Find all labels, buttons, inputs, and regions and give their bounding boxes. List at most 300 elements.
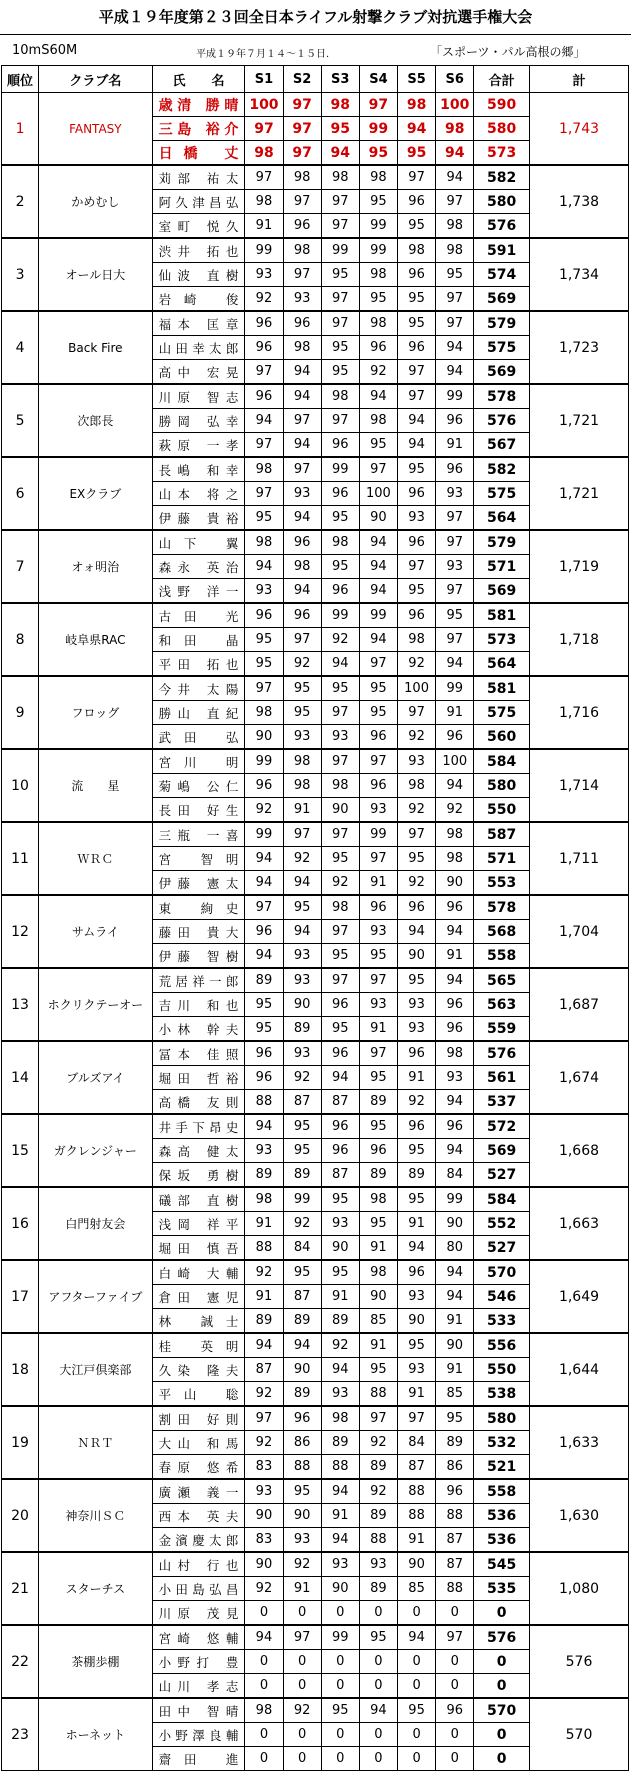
shooter-name-cell: 冨本 佳照	[152, 1041, 245, 1066]
series-score-cell: 97	[321, 701, 359, 725]
shooter-sum-cell: 576	[474, 1041, 530, 1066]
series-score-cell: 97	[436, 628, 474, 652]
shooter-name-cell: 長田 好生	[152, 798, 245, 823]
shooter-sum-cell: 545	[474, 1552, 530, 1577]
club-name-cell: 茶棚歩棚	[39, 1625, 152, 1698]
series-score-cell: 93	[398, 506, 436, 531]
series-score-cell: 85	[359, 1309, 397, 1334]
series-score-cell: 94	[245, 847, 283, 871]
series-score-cell: 98	[245, 701, 283, 725]
series-score-cell: 95	[321, 336, 359, 360]
header-s6: S6	[436, 66, 474, 93]
header-row	[2, 66, 629, 93]
series-score-cell: 95	[283, 1139, 321, 1163]
series-score-cell: 94	[283, 920, 321, 944]
table-row	[2, 457, 629, 482]
club-name-cell: ＷＲＣ	[39, 822, 152, 895]
series-score-cell: 94	[321, 1358, 359, 1382]
shooter-sum-cell: 536	[474, 1504, 530, 1528]
series-score-cell: 98	[245, 1187, 283, 1212]
shooter-sum-cell: 538	[474, 1382, 530, 1407]
rank-cell: 18	[2, 1333, 39, 1406]
series-score-cell: 92	[436, 798, 474, 823]
series-score-cell: 98	[359, 263, 397, 287]
shooter-name-cell: 伊藤 憲太	[152, 871, 245, 896]
shooter-name-cell: 長嶋 和幸	[152, 457, 245, 482]
series-score-cell: 89	[398, 1163, 436, 1188]
series-score-cell: 0	[436, 1723, 474, 1747]
series-score-cell: 93	[321, 1382, 359, 1407]
series-score-cell: 0	[436, 1747, 474, 1771]
shooter-sum-cell: 532	[474, 1431, 530, 1455]
shooter-sum-cell: 576	[474, 1625, 530, 1650]
series-score-cell: 94	[436, 1090, 474, 1115]
shooter-sum-cell: 569	[474, 360, 530, 385]
series-score-cell: 90	[321, 1236, 359, 1261]
series-score-cell: 93	[283, 1528, 321, 1553]
series-score-cell: 97	[436, 530, 474, 555]
series-score-cell: 89	[359, 1504, 397, 1528]
shooter-name-cell: 阿久津昌弘	[152, 190, 245, 214]
series-score-cell: 91	[283, 798, 321, 823]
series-score-cell: 96	[398, 603, 436, 628]
series-score-cell: 98	[436, 822, 474, 847]
series-score-cell: 96	[245, 1041, 283, 1066]
series-score-cell: 91	[359, 1236, 397, 1261]
shooter-name-cell: 浅野 洋一	[152, 579, 245, 604]
series-score-cell: 90	[283, 993, 321, 1017]
series-score-cell: 95	[436, 603, 474, 628]
series-score-cell: 88	[436, 1504, 474, 1528]
series-score-cell: 94	[359, 384, 397, 409]
series-score-cell: 95	[359, 433, 397, 458]
series-score-cell: 95	[321, 1017, 359, 1042]
table-row	[2, 311, 629, 336]
shooter-name-cell: 割田 好則	[152, 1406, 245, 1431]
series-score-cell: 95	[359, 141, 397, 166]
shooter-sum-cell: 563	[474, 993, 530, 1017]
series-score-cell: 100	[436, 749, 474, 774]
series-score-cell: 95	[398, 1333, 436, 1358]
shooter-name-cell: 勝岡 弘幸	[152, 409, 245, 433]
series-score-cell: 88	[398, 1504, 436, 1528]
series-score-cell: 96	[436, 409, 474, 433]
series-score-cell: 94	[436, 774, 474, 798]
series-score-cell: 98	[398, 93, 436, 117]
series-score-cell: 97	[321, 190, 359, 214]
rank-cell: 12	[2, 895, 39, 968]
club-total-cell: 1,734	[530, 238, 629, 311]
series-score-cell: 0	[436, 1674, 474, 1699]
series-score-cell: 89	[321, 1431, 359, 1455]
series-score-cell: 95	[283, 1479, 321, 1504]
series-score-cell: 89	[359, 1577, 397, 1601]
series-score-cell: 0	[283, 1601, 321, 1626]
series-score-cell: 95	[359, 1625, 397, 1650]
series-score-cell: 95	[321, 1187, 359, 1212]
series-score-cell: 96	[245, 774, 283, 798]
series-score-cell: 97	[398, 822, 436, 847]
series-score-cell: 97	[283, 1625, 321, 1650]
series-score-cell: 95	[398, 141, 436, 166]
series-score-cell: 95	[321, 555, 359, 579]
shooter-name-cell: 林 誠士	[152, 1309, 245, 1334]
series-score-cell: 97	[321, 968, 359, 993]
series-score-cell: 87	[245, 1358, 283, 1382]
shooter-sum-cell: 575	[474, 336, 530, 360]
series-score-cell: 93	[245, 579, 283, 604]
series-score-cell: 92	[321, 1333, 359, 1358]
series-score-cell: 93	[321, 1212, 359, 1236]
series-score-cell: 97	[321, 409, 359, 433]
series-score-cell: 95	[436, 263, 474, 287]
shooter-name-cell: 山本 将之	[152, 482, 245, 506]
shooter-sum-cell: 575	[474, 482, 530, 506]
table-row	[2, 1041, 629, 1066]
series-score-cell: 92	[245, 1260, 283, 1285]
table-row	[2, 968, 629, 993]
series-score-cell: 0	[359, 1723, 397, 1747]
shooter-name-cell: 三瓶 一喜	[152, 822, 245, 847]
series-score-cell: 95	[283, 701, 321, 725]
shooter-name-cell: 久染 隆夫	[152, 1358, 245, 1382]
series-score-cell: 98	[245, 190, 283, 214]
shooter-sum-cell: 558	[474, 1479, 530, 1504]
series-score-cell: 96	[398, 190, 436, 214]
series-score-cell: 96	[245, 1066, 283, 1090]
rank-cell: 13	[2, 968, 39, 1041]
series-score-cell: 93	[359, 1552, 397, 1577]
series-score-cell: 99	[359, 117, 397, 141]
series-score-cell: 93	[245, 1139, 283, 1163]
series-score-cell: 89	[283, 1163, 321, 1188]
series-score-cell: 95	[398, 1698, 436, 1723]
series-score-cell: 88	[245, 1236, 283, 1261]
series-score-cell: 86	[436, 1455, 474, 1480]
header-s2: S2	[283, 66, 321, 93]
shooter-sum-cell: 560	[474, 725, 530, 750]
series-score-cell: 0	[359, 1601, 397, 1626]
shooter-sum-cell: 579	[474, 530, 530, 555]
series-score-cell: 92	[283, 1698, 321, 1723]
series-score-cell: 96	[436, 725, 474, 750]
series-score-cell: 97	[359, 1406, 397, 1431]
club-name-cell: ガクレンジャー	[39, 1114, 152, 1187]
shooter-sum-cell: 580	[474, 1406, 530, 1431]
series-score-cell: 95	[398, 847, 436, 871]
shooter-sum-cell: 573	[474, 141, 530, 166]
shooter-name-cell: 今井 太陽	[152, 676, 245, 701]
series-score-cell: 97	[283, 93, 321, 117]
series-score-cell: 96	[283, 603, 321, 628]
series-score-cell: 94	[436, 165, 474, 190]
series-score-cell: 95	[283, 1114, 321, 1139]
rank-cell: 5	[2, 384, 39, 457]
shooter-sum-cell: 581	[474, 603, 530, 628]
table-row	[2, 165, 629, 190]
rank-cell: 20	[2, 1479, 39, 1552]
series-score-cell: 96	[359, 725, 397, 750]
series-score-cell: 97	[283, 190, 321, 214]
series-score-cell: 99	[321, 603, 359, 628]
series-score-cell: 99	[321, 1625, 359, 1650]
series-score-cell: 95	[321, 1698, 359, 1723]
series-score-cell: 90	[283, 1358, 321, 1382]
series-score-cell: 98	[436, 238, 474, 263]
shooter-sum-cell: 582	[474, 457, 530, 482]
series-score-cell: 94	[245, 944, 283, 969]
series-score-cell: 88	[245, 1090, 283, 1115]
series-score-cell: 91	[245, 1212, 283, 1236]
series-score-cell: 99	[245, 749, 283, 774]
series-score-cell: 92	[245, 1577, 283, 1601]
series-score-cell: 92	[245, 798, 283, 823]
series-score-cell: 89	[245, 1309, 283, 1334]
series-score-cell: 96	[436, 1698, 474, 1723]
shooter-name-cell: 萩原 一孝	[152, 433, 245, 458]
shooter-sum-cell: 590	[474, 93, 530, 117]
shooter-name-cell: 西本 英夫	[152, 1504, 245, 1528]
series-score-cell: 94	[398, 409, 436, 433]
page-title: 平成１９年度第２３回全日本ライフル射撃クラブ対抗選手権大会	[0, 0, 631, 35]
series-score-cell: 96	[398, 263, 436, 287]
shooter-name-cell: 金濱慶太郎	[152, 1528, 245, 1553]
club-total-cell: 1,649	[530, 1260, 629, 1333]
series-score-cell: 95	[283, 1260, 321, 1285]
header-total: 計	[530, 66, 629, 93]
series-score-cell: 95	[359, 676, 397, 701]
series-score-cell: 95	[398, 1187, 436, 1212]
series-score-cell: 0	[321, 1601, 359, 1626]
rank-cell: 15	[2, 1114, 39, 1187]
club-name-cell: スターチス	[39, 1552, 152, 1625]
series-score-cell: 100	[436, 93, 474, 117]
shooter-sum-cell: 533	[474, 1309, 530, 1334]
series-score-cell: 98	[283, 774, 321, 798]
series-score-cell: 98	[321, 384, 359, 409]
header-club: クラブ名	[39, 66, 152, 93]
series-score-cell: 91	[436, 433, 474, 458]
series-score-cell: 97	[245, 165, 283, 190]
header-s1: S1	[245, 66, 283, 93]
table-row	[2, 1260, 629, 1285]
series-score-cell: 92	[359, 360, 397, 385]
series-score-cell: 93	[398, 1358, 436, 1382]
series-score-cell: 95	[245, 628, 283, 652]
club-total-cell: 1,630	[530, 1479, 629, 1552]
series-score-cell: 89	[283, 1382, 321, 1407]
shooter-sum-cell: 558	[474, 944, 530, 969]
series-score-cell: 97	[283, 457, 321, 482]
series-score-cell: 95	[359, 1066, 397, 1090]
series-score-cell: 97	[436, 190, 474, 214]
series-score-cell: 95	[283, 895, 321, 920]
series-score-cell: 97	[398, 555, 436, 579]
table-row	[2, 93, 629, 117]
club-name-cell: オール日大	[39, 238, 152, 311]
series-score-cell: 96	[436, 457, 474, 482]
series-score-cell: 96	[359, 774, 397, 798]
series-score-cell: 96	[245, 603, 283, 628]
shooter-sum-cell: 565	[474, 968, 530, 993]
series-score-cell: 98	[398, 628, 436, 652]
series-score-cell: 91	[359, 1017, 397, 1042]
series-score-cell: 89	[359, 1090, 397, 1115]
rank-cell: 6	[2, 457, 39, 530]
series-score-cell: 0	[321, 1747, 359, 1771]
series-score-cell: 88	[398, 1479, 436, 1504]
series-score-cell: 97	[245, 482, 283, 506]
shooter-name-cell: 苅部 祐太	[152, 165, 245, 190]
event-venue: 「スポーツ・パル高根の郷」	[430, 45, 586, 59]
shooter-sum-cell: 569	[474, 287, 530, 312]
shooter-sum-cell: 552	[474, 1212, 530, 1236]
table-row	[2, 1552, 629, 1577]
series-score-cell: 94	[283, 871, 321, 896]
series-score-cell: 95	[436, 1406, 474, 1431]
series-score-cell: 94	[436, 360, 474, 385]
series-score-cell: 89	[245, 1163, 283, 1188]
series-score-cell: 95	[398, 968, 436, 993]
rank-cell: 8	[2, 603, 39, 676]
series-score-cell: 0	[359, 1747, 397, 1771]
series-score-cell: 88	[436, 1577, 474, 1601]
shooter-name-cell: 大山 和馬	[152, 1431, 245, 1455]
series-score-cell: 97	[436, 1625, 474, 1650]
series-score-cell: 96	[398, 482, 436, 506]
rank-cell: 4	[2, 311, 39, 384]
series-score-cell: 0	[321, 1723, 359, 1747]
series-score-cell: 97	[321, 920, 359, 944]
series-score-cell: 93	[436, 555, 474, 579]
series-score-cell: 83	[245, 1455, 283, 1480]
series-score-cell: 91	[436, 701, 474, 725]
series-score-cell: 94	[436, 968, 474, 993]
series-score-cell: 95	[398, 579, 436, 604]
shooter-name-cell: 小林 幹夫	[152, 1017, 245, 1042]
series-score-cell: 98	[398, 238, 436, 263]
table-row	[2, 603, 629, 628]
series-score-cell: 95	[321, 117, 359, 141]
series-score-cell: 97	[398, 165, 436, 190]
series-score-cell: 97	[359, 847, 397, 871]
series-score-cell: 84	[398, 1431, 436, 1455]
series-score-cell: 93	[398, 749, 436, 774]
series-score-cell: 90	[359, 1285, 397, 1309]
series-score-cell: 95	[321, 263, 359, 287]
series-score-cell: 97	[436, 506, 474, 531]
series-score-cell: 90	[245, 1552, 283, 1577]
series-score-cell: 91	[398, 1212, 436, 1236]
shooter-sum-cell: 569	[474, 579, 530, 604]
series-score-cell: 92	[398, 871, 436, 896]
club-name-cell: オォ明治	[39, 530, 152, 603]
club-total-cell: 1,721	[530, 457, 629, 530]
series-score-cell: 94	[245, 409, 283, 433]
series-score-cell: 95	[359, 287, 397, 312]
series-score-cell: 98	[321, 93, 359, 117]
series-score-cell: 96	[321, 1041, 359, 1066]
series-score-cell: 96	[398, 336, 436, 360]
rank-cell: 19	[2, 1406, 39, 1479]
series-score-cell: 93	[398, 993, 436, 1017]
series-score-cell: 96	[283, 1406, 321, 1431]
series-score-cell: 91	[321, 1285, 359, 1309]
series-score-cell: 96	[283, 311, 321, 336]
rank-cell: 14	[2, 1041, 39, 1114]
series-score-cell: 91	[321, 1504, 359, 1528]
series-score-cell: 99	[245, 238, 283, 263]
series-score-cell: 87	[283, 1285, 321, 1309]
shooter-name-cell: 古田 光	[152, 603, 245, 628]
shooter-sum-cell: 591	[474, 238, 530, 263]
series-score-cell: 93	[321, 1552, 359, 1577]
shooter-name-cell: 桂 英明	[152, 1333, 245, 1358]
shooter-name-cell: 山村 行也	[152, 1552, 245, 1577]
series-score-cell: 97	[359, 1041, 397, 1066]
series-score-cell: 94	[436, 141, 474, 166]
series-score-cell: 97	[398, 360, 436, 385]
series-score-cell: 90	[245, 725, 283, 750]
shooter-sum-cell: 535	[474, 1577, 530, 1601]
series-score-cell: 98	[359, 311, 397, 336]
header-s5: S5	[398, 66, 436, 93]
shooter-name-cell: 和田 晶	[152, 628, 245, 652]
series-score-cell: 95	[283, 676, 321, 701]
series-score-cell: 94	[359, 579, 397, 604]
series-score-cell: 95	[321, 506, 359, 531]
club-total-cell: 1,704	[530, 895, 629, 968]
series-score-cell: 88	[359, 1382, 397, 1407]
series-score-cell: 93	[283, 1041, 321, 1066]
series-score-cell: 94	[245, 1114, 283, 1139]
shooter-name-cell: 岩崎 俊	[152, 287, 245, 312]
series-score-cell: 94	[436, 1260, 474, 1285]
series-score-cell: 97	[359, 93, 397, 117]
series-score-cell: 87	[436, 1552, 474, 1577]
series-score-cell: 91	[436, 1358, 474, 1382]
table-row	[2, 822, 629, 847]
series-score-cell: 95	[359, 1358, 397, 1382]
series-score-cell: 97	[283, 822, 321, 847]
shooter-sum-cell: 576	[474, 409, 530, 433]
series-score-cell: 83	[245, 1528, 283, 1553]
series-score-cell: 99	[359, 822, 397, 847]
series-score-cell: 100	[245, 93, 283, 117]
table-row	[2, 1479, 629, 1504]
series-score-cell: 97	[321, 749, 359, 774]
series-score-cell: 98	[245, 530, 283, 555]
shooter-name-cell: 伊藤 貴裕	[152, 506, 245, 531]
club-total-cell: 570	[530, 1698, 629, 1771]
series-score-cell: 96	[398, 1260, 436, 1285]
series-score-cell: 96	[398, 1041, 436, 1066]
series-score-cell: 92	[398, 725, 436, 750]
series-score-cell: 93	[245, 263, 283, 287]
shooter-sum-cell: 527	[474, 1163, 530, 1188]
rank-cell: 2	[2, 165, 39, 238]
series-score-cell: 94	[398, 920, 436, 944]
series-score-cell: 95	[398, 214, 436, 239]
club-total-cell: 1,674	[530, 1041, 629, 1114]
series-score-cell: 94	[283, 506, 321, 531]
event-date: 平成１９年７月１４～１５日.	[196, 49, 330, 60]
series-score-cell: 91	[359, 871, 397, 896]
series-score-cell: 96	[321, 993, 359, 1017]
club-total-cell: 1,711	[530, 822, 629, 895]
series-score-cell: 0	[321, 1674, 359, 1699]
series-score-cell: 97	[245, 895, 283, 920]
